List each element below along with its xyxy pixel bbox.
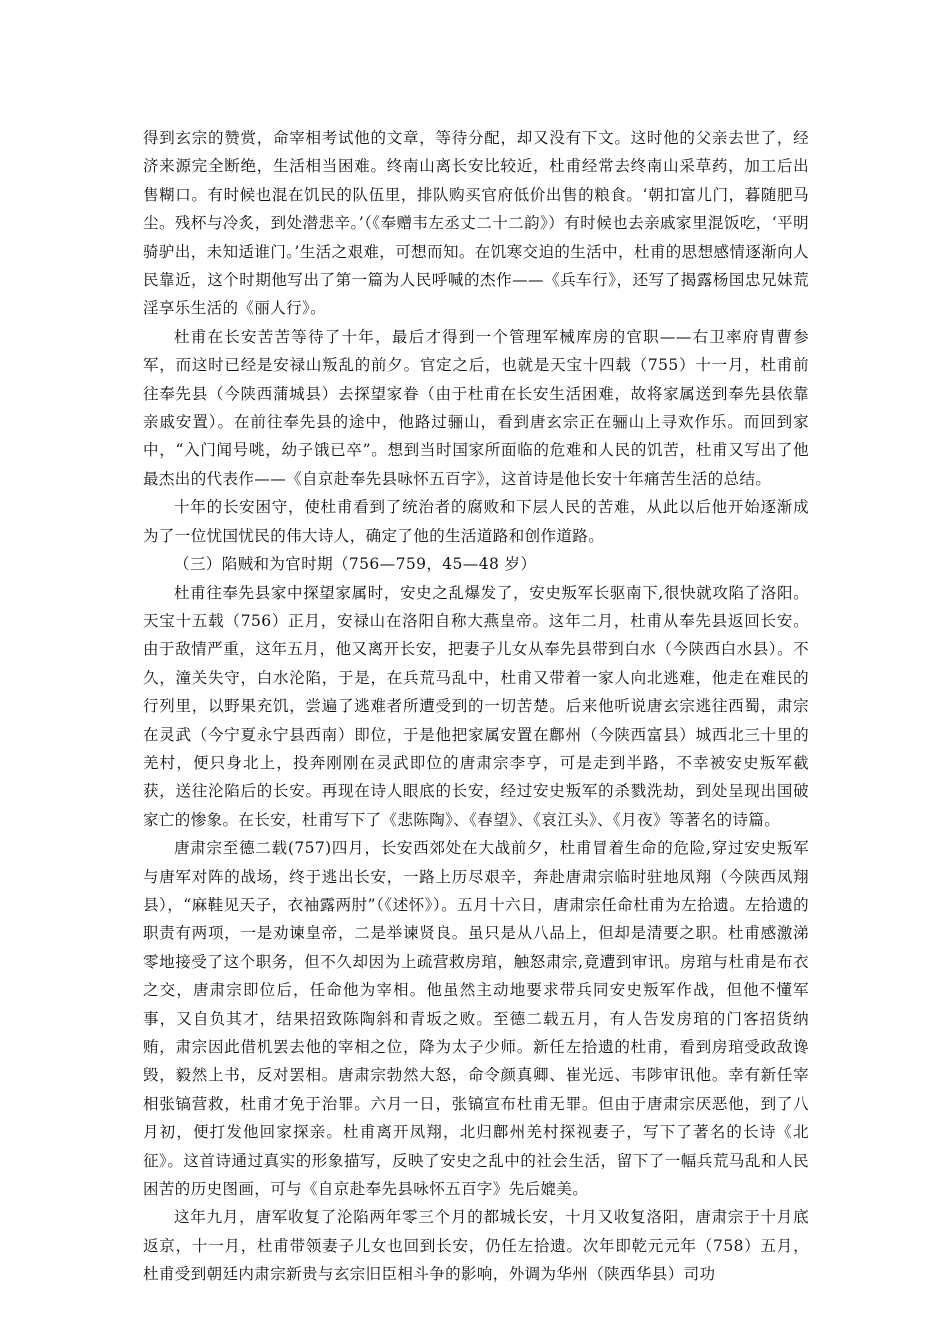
body-paragraph-1: 得到玄宗的赞赏，命宰相考试他的文章，等待分配，却又没有下文。这时他的父亲去世了，经济来源完全断绝，生活相当困难。终南山离长安比较近，杜甫经常去终南山采草药，加工后出售糊口。有时候也混在饥民的队伍里，排队购买官府低价出售的粮食。‘朝扣富儿门，暮随肥马尘。残杯与冷炙，到处潜悲辛。’（《奉赠韦左丞丈二十二韵》）有时候也去亲戚家里混饭吃，‘平明骑驴出，未知适谁门。’生活之艰难，可想而知。在饥寒交迫的生活中，杜甫的思想感情逐渐向人民靠近，这个时期他写出了第一篇为人民呼喊的杰作——《兵车行》，还写了揭露杨国忠兄妹荒淫享乐生活的《丽人行》。 [143, 129, 809, 318]
body-paragraph-4: 杜甫往奉先县家中探望家属时，安史之乱爆发了，安史叛军长驱南下,很快就攻陷了洛阳。天宝十五载（756）正月，安禄山在洛阳自称大燕皇帝。这年二月，杜甫从奉先县返回长安。由于敌情严重，这年五月，他又离开长安，把妻子儿女从奉先县带到白水（今陕西白水县）。不久，潼关失守，白水沦陷，于是，在兵荒马乱中，杜甫又带着一家人向北逃难，他走在难民的行列里，以野果充饥，尝遍了逃难者所遭受到的一切苦楚。后来他听说唐玄宗逃往西蜀，肃宗在灵武（今宁夏永宁县西南）即位，于是他把家属安置在鄜州（今陕西富县）城西北三十里的羌村，便只身北上，投奔刚刚在灵武即位的唐肃宗李亨，可是走到半路，不幸被安史叛军截获，送往沦陷后的长安。再现在诗人眼底的长安，经过安史叛军的杀戮洗劫，到处呈现出国破家亡的惨象。在长安，杜甫写下了《悲陈陶》、《春望》、《哀江头》、《月夜》等著名的诗篇。 [143, 583, 809, 829]
body-paragraph-6: 这年九月，唐军收复了沦陷两年零三个月的都城长安，十月又收复洛阳，唐肃宗于十月底返京，十一月，杜甫带领妻子儿女也回到长安，仍任左拾遗。次年即乾元元年（758）五月，杜甫受到朝廷内肃宗新贵与玄宗旧臣相斗争的影响，外调为华州（陕西华县）司功 [143, 1208, 809, 1284]
section-heading: （三）陷贼和为官时期（756—759，45—48 岁） [174, 555, 537, 574]
body-paragraph-3: 十年的长安困守，使杜甫看到了统治者的腐败和下层人民的苦难，从此以后他开始逐渐成为了一位忧国忧民的伟大诗人，确定了他的生活道路和创作道路。 [143, 498, 809, 545]
document-page [143, 124, 809, 1289]
body-paragraph-5: 唐肃宗至德二载(757)四月，长安西郊处在大战前夕，杜甫冒着生命的危险,穿过安史叛军与唐军对阵的战场，终于逃出长安，一路上历尽艰辛，奔赴唐肃宗临时驻地凤翔（今陕西凤翔县），“麻鞋见天子，衣袖露两肘”（《述怀》）。五月十六日，唐肃宗任命杜甫为左拾遗。左拾遗的职责有两项，一是劝谏皇帝，二是举谏贤良。虽只是从八品上，但却是清要之职。杜甫感激涕零地接受了这个职务，但不久却因为上疏营救房琯，触怒肃宗,竟遭到审讯。房琯与杜甫是布衣之交，唐肃宗即位后，任命他为宰相。他虽然主动地要求带兵同安史叛军作战，但他不懂军事，又自负其才，结果招致陈陶斜和青坂之败。至德二载五月，有人告发房琯的门客招货纳贿，肃宗因此借机罢去他的宰相之位，降为太子少师。新任左拾遗的杜甫，看到房琯受政敌谗毁，毅然上书，反对罢相。唐肃宗勃然大怒，命令颜真卿、崔光远、韦陟审讯他。幸有新任宰相张镐营救，杜甫才免于治罪。六月一日，张镐宣布杜甫无罪。但由于唐肃宗厌恶他，到了八月初，便打发他回家探亲。杜甫离开凤翔，北归鄜州羌村探视妻子，写下了著名的长诗《北征》。这首诗通过真实的形象描写，反映了安史之乱中的社会生活，留下了一幅兵荒马乱和人民困苦的历史图画，可与《自京赴奉先县咏怀五百字》先后媲美。 [143, 839, 809, 1199]
body-paragraph-2: 杜甫在长安苦苦等待了十年，最后才得到一个管理军械库房的官职——右卫率府胄曹参军，而这时已经是安禄山叛乱的前夕。官定之后，也就是天宝十四载（755）十一月，杜甫前往奉先县（今陕西蒲城县）去探望家眷（由于杜甫在长安生活困难，故将家属送到奉先县依靠亲戚安置）。在前往奉先县的途中，他路过骊山，看到唐玄宗正在骊山上寻欢作乐。而回到家中，“入门闻号咷，幼子饿已卒”。想到当时国家所面临的危难和人民的饥苦，杜甫又写出了他最杰出的代表作——《自京赴奉先县咏怀五百字》，这首诗是他长安十年痛苦生活的总结。 [143, 327, 809, 488]
